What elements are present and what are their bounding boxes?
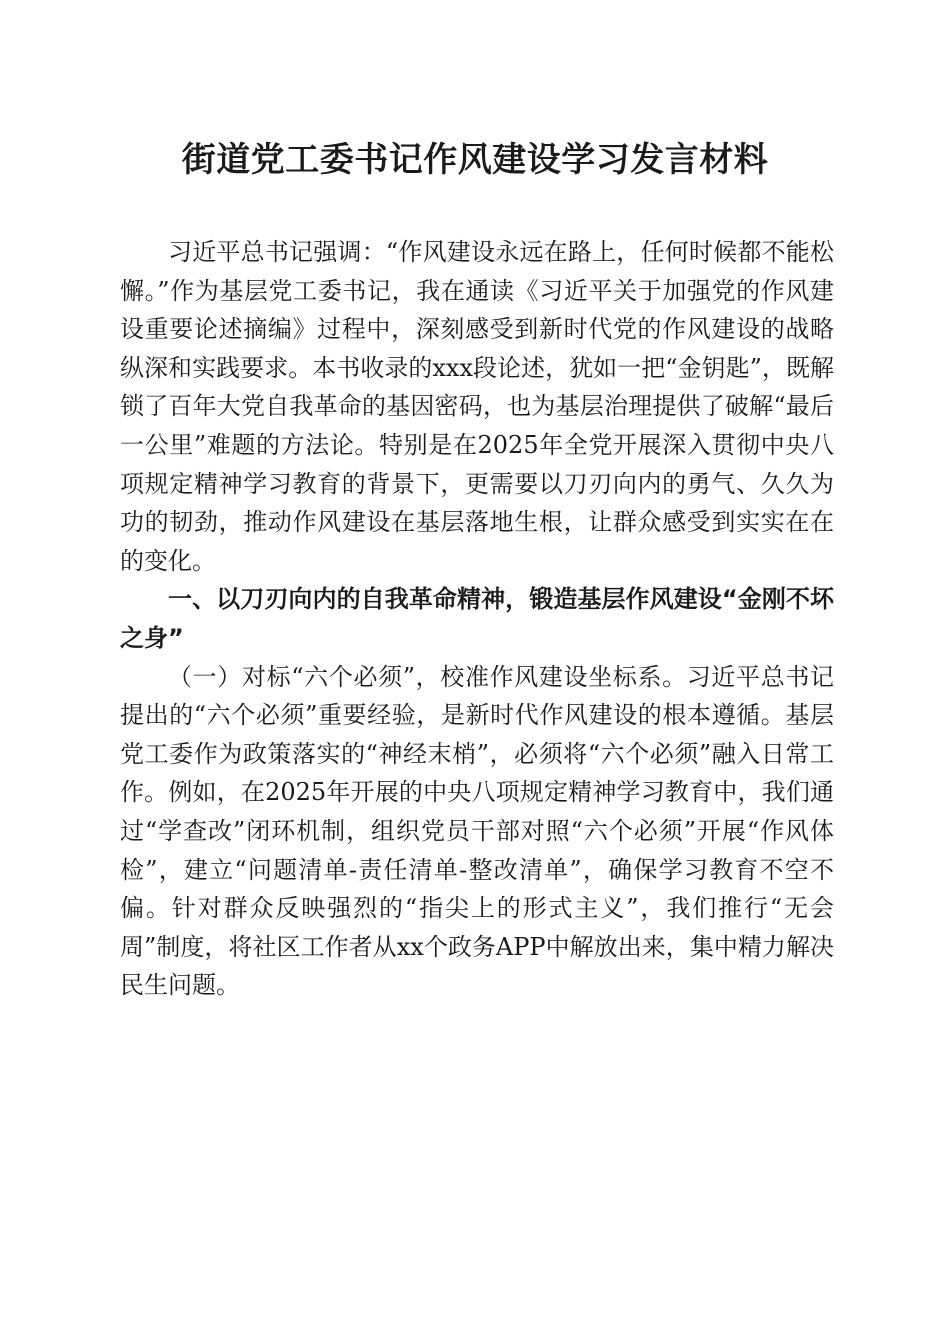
document-body (120, 233, 834, 1005)
intro-paragraph: 习近平总书记强调：“作风建设永远在路上，任何时候都不能松懈。”作为基层党工委书记，我在通读《习近平关于加强党的作风建设重要论述摘编》过程中，深刻感受到新时代党的作风建设的战略纵深和实践要求。本书收录的xxx段论述，犹如一把“金钥匙”，既解锁了百年大党自我革命的基因密码，也为基层治理提供了破解“最后一公里”难题的方法论。特别是在2025年全党开展深入贯彻中央八项规定精神学习教育的背景下，更需要以刀刃向内的勇气、久久为功的韧劲，推动作风建设在基层落地生根，让群众感受到实实在在的变化。 (120, 238, 834, 575)
subsection-1-paragraph: （一）对标“六个必须”，校准作风建设坐标系。习近平总书记提出的“六个必须”重要经验，是新时代作风建设的根本遵循。基层党工委作为政策落实的“神经末梢”，必须将“六个必须”融入日常工作。例如，在2025年开展的中央八项规定精神学习教育中，我们通过“学查改”闭环机制，组织党员干部对照“六个必须”开展“作风体检”，建立“问题清单-责任清单-整改清单”，确保学习教育不空不偏。针对群众反映强烈的“指尖上的形式主义”，我们推行“无会周”制度，将社区工作者从xx个政务APP中解放出来，集中精力解决民生问题。 (120, 662, 834, 1000)
section-1-heading: 一、以刀刃向内的自我革命精神，锻造基层作风建设“金刚不坏之身” (120, 585, 834, 652)
document-title: 街道党工委书记作风建设学习发言材料 (181, 140, 769, 180)
